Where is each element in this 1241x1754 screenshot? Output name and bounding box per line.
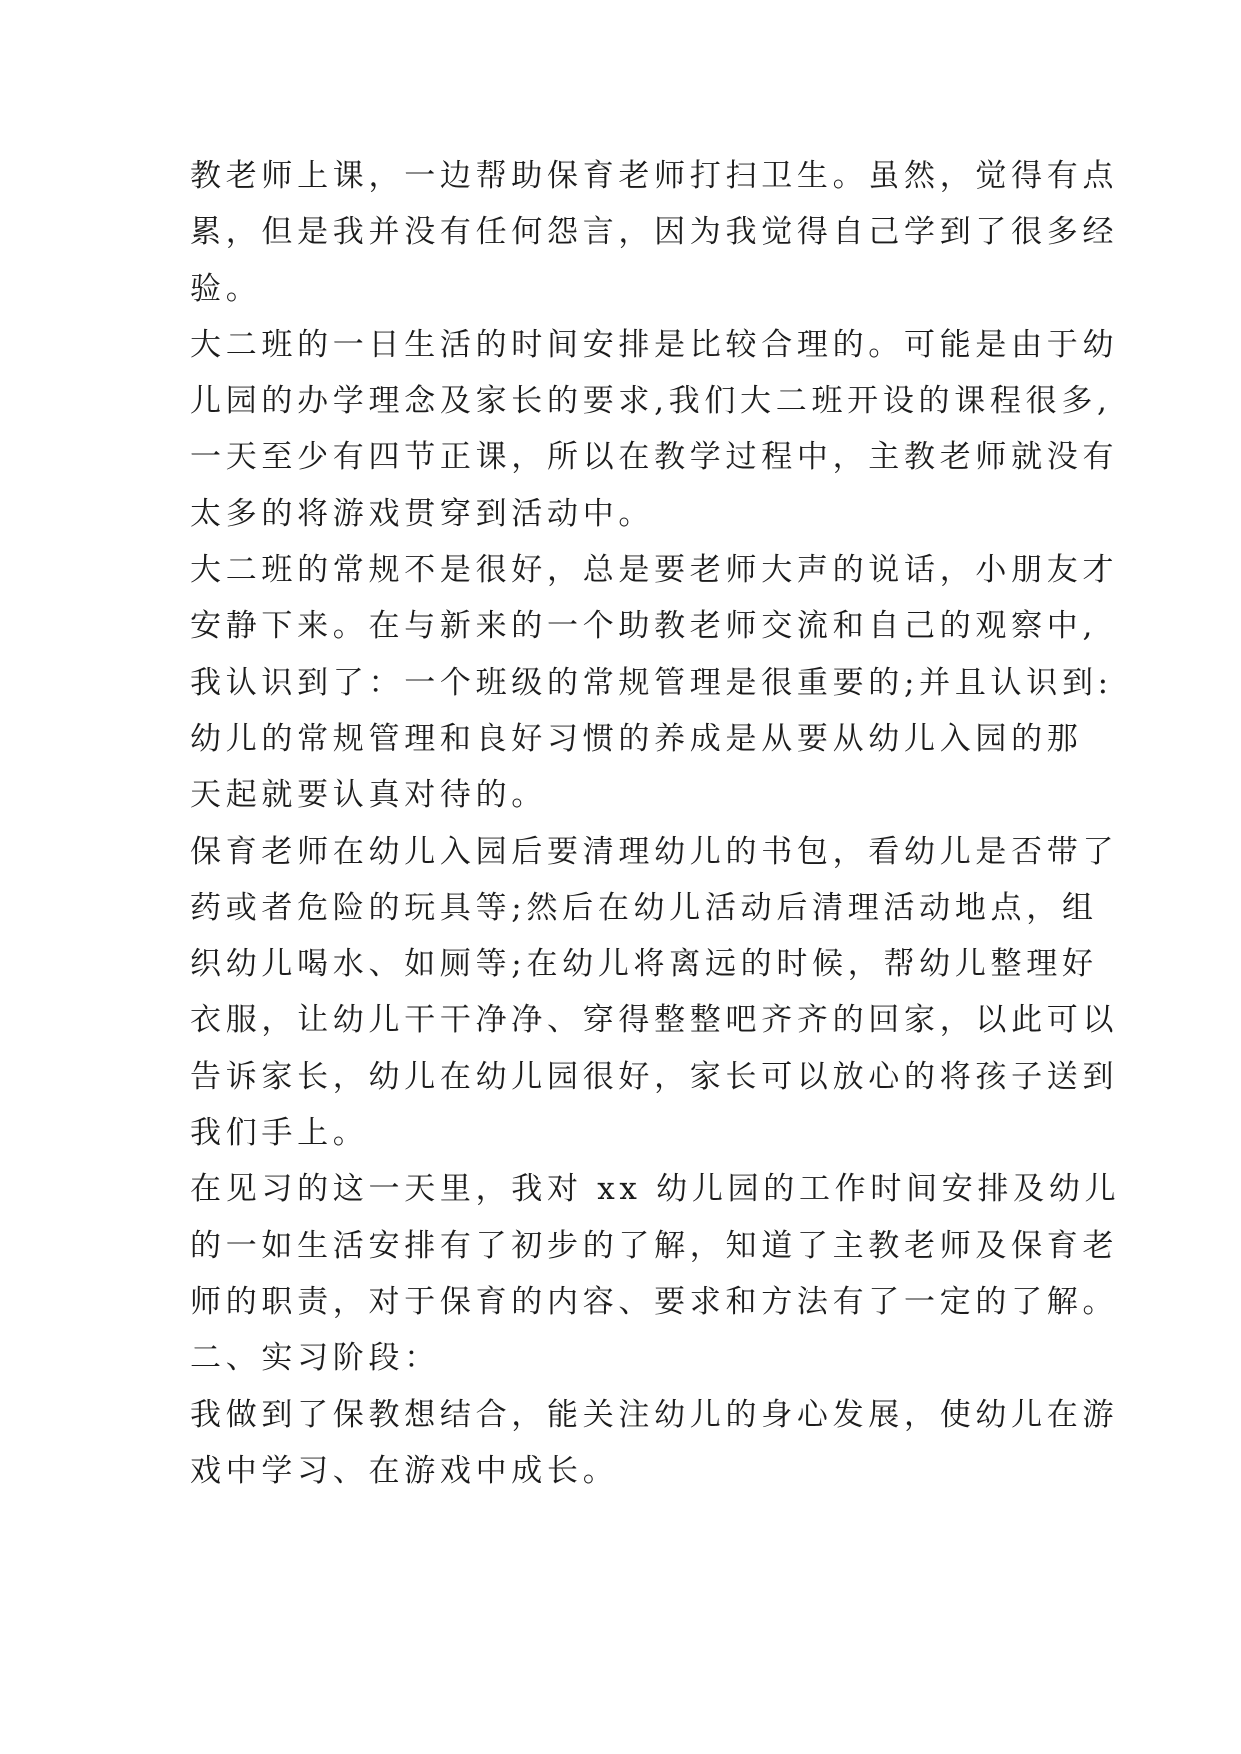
- text-line: 安静下来。在与新来的一个助教老师交流和自己的观察中,: [190, 608, 1098, 645]
- text-line: 保育老师在幼儿入园后要清理幼儿的书包，看幼儿是否带了: [190, 833, 1119, 870]
- text-line: 药或者危险的玩具等;然后在幼儿活动后清理活动地点，组: [190, 889, 1098, 926]
- text-line: 在见习的这一天里，我对 xx 幼儿园的工作时间安排及幼儿: [190, 1171, 1121, 1208]
- text-line: 儿园的办学理念及家长的要求,我们大二班开设的课程很多,: [190, 383, 1112, 420]
- section-heading: 二、实习阶段：: [190, 1340, 440, 1377]
- text-line: 我们手上。: [190, 1115, 369, 1152]
- text-line: 验。: [190, 270, 262, 307]
- text-line: 告诉家长，幼儿在幼儿园很好，家长可以放心的将孩子送到: [190, 1058, 1119, 1095]
- text-line: 的一如生活安排有了初步的了解，知道了主教老师及保育老: [190, 1227, 1119, 1264]
- text-line: 戏中学习、在游戏中成长。: [190, 1452, 619, 1489]
- text-line: 大二班的一日生活的时间安排是比较合理的。可能是由于幼: [190, 326, 1119, 363]
- text-line: 累，但是我并没有任何怨言，因为我觉得自己学到了很多经: [190, 214, 1119, 251]
- text-line: 大二班的常规不是很好，总是要老师大声的说话，小朋友才: [190, 552, 1119, 589]
- text-line: 太多的将游戏贯穿到活动中。: [190, 495, 655, 532]
- text-line: 师的职责，对于保育的内容、要求和方法有了一定的了解。: [190, 1283, 1119, 1320]
- text-line: 一天至少有四节正课，所以在教学过程中，主教老师就没有: [190, 439, 1119, 476]
- text-line: 天起就要认真对待的。: [190, 777, 547, 814]
- text-line: 教老师上课，一边帮助保育老师打扫卫生。虽然，觉得有点: [190, 158, 1119, 194]
- text-line: 织幼儿喝水、如厕等;在幼儿将离远的时候，帮幼儿整理好: [190, 946, 1098, 983]
- document-body: [190, 148, 1121, 1499]
- text-line: 我认识到了：一个班级的常规管理是很重要的;并且认识到:: [190, 664, 1113, 701]
- text-line: 我做到了保教想结合，能关注幼儿的身心发展，使幼儿在游: [190, 1396, 1119, 1433]
- text-line: 衣服，让幼儿干干净净、穿得整整吧齐齐的回家，以此可以: [190, 1002, 1119, 1039]
- text-line: 幼儿的常规管理和良好习惯的养成是从要从幼儿入园的那: [190, 720, 1083, 757]
